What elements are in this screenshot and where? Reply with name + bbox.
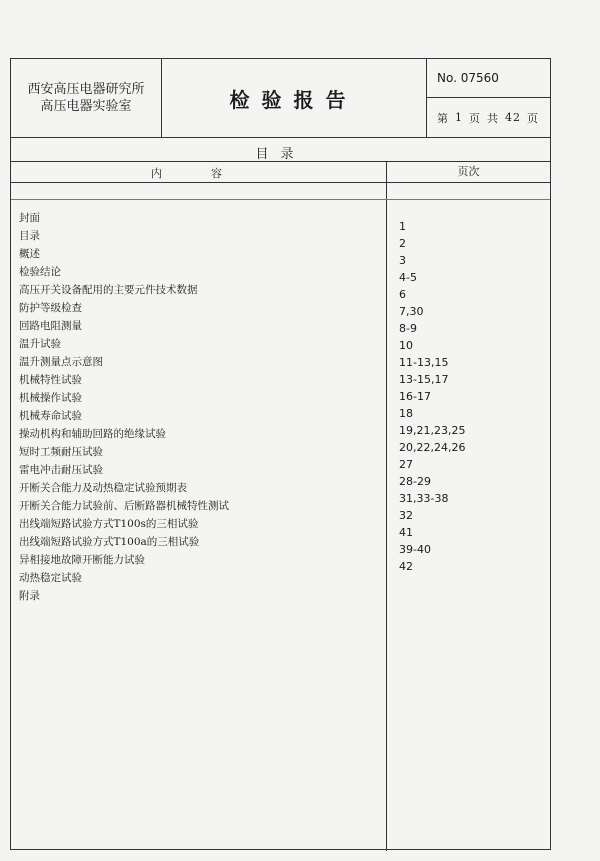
toc-pages: 6 [399, 288, 406, 301]
toc-item: 温升试验 [19, 338, 61, 350]
toc-pages: 7,30 [399, 305, 424, 318]
organization-block [11, 59, 162, 137]
toc-row [11, 587, 550, 605]
toc-item: 温升测量点示意图 [19, 356, 103, 368]
toc-pages: 19,21,23,25 [399, 424, 466, 437]
toc-item: 异相接地故障开断能力试验 [19, 554, 145, 566]
toc-row [11, 543, 550, 569]
toc-pages: 42 [399, 560, 413, 573]
page-total: 42 [505, 111, 521, 124]
toc-row [11, 425, 550, 443]
toc-pages: 16-17 [399, 390, 431, 403]
toc-item: 短时工频耐压试验 [19, 446, 103, 458]
page-label-mid: 页 [469, 111, 481, 125]
toc-item: 开断关合能力及动热稳定试验预期表 [19, 482, 187, 494]
toc-row [11, 299, 550, 317]
toc-item: 机械寿命试验 [19, 410, 82, 422]
toc-title: 目录 [255, 147, 306, 162]
toc-row [11, 227, 550, 250]
row-divider [11, 199, 550, 200]
toc-pages: 20,22,24,26 [399, 441, 466, 454]
toc-item: 操动机构和辅助回路的绝缘试验 [19, 428, 166, 440]
toc-item: 雷电冲击耐压试验 [19, 464, 103, 476]
org-name: 西安高压电器研究所 [27, 82, 145, 97]
toc-row [11, 281, 550, 299]
toc-item: 机械操作试验 [19, 392, 82, 404]
page-label-post: 页 [527, 111, 539, 125]
toc-item: 封面 [19, 212, 40, 224]
toc-row [11, 335, 550, 353]
toc-item: 附录 [19, 590, 40, 602]
toc-row [11, 458, 550, 479]
report-meta [427, 59, 550, 137]
toc-pages: 18 [399, 407, 413, 420]
toc-item: 出线端短路试验方式T100s的三相试验 [19, 518, 199, 530]
toc-item: 高压开关设备配用的主要元件技术数据 [19, 284, 198, 296]
toc-row [11, 209, 550, 233]
toc-row [11, 263, 550, 284]
toc-pages: 8-9 [399, 322, 417, 335]
toc-item: 概述 [19, 248, 40, 260]
page-indicator [427, 98, 550, 137]
toc-row [11, 407, 550, 425]
report-number: No. 07560 [427, 59, 550, 98]
toc-row [11, 389, 550, 407]
toc-row [11, 245, 550, 267]
report-title: 检验报告 [161, 59, 427, 137]
toc-pages: 31,33-38 [399, 492, 449, 505]
toc-pages: 10 [399, 339, 413, 352]
toc-pages: 1 [399, 220, 406, 233]
report-frame [10, 58, 551, 850]
toc-row [11, 317, 550, 335]
toc-pages: 11-13,15 [399, 356, 449, 369]
toc-item: 防护等级检查 [19, 302, 82, 314]
toc-pages: 28-29 [399, 475, 431, 488]
toc-row [11, 353, 550, 371]
toc-pages: 27 [399, 458, 413, 471]
report-header [11, 59, 550, 138]
page-label-pre: 第 [437, 111, 449, 125]
toc-pages: 2 [399, 237, 406, 250]
toc-pages: 39-40 [399, 543, 431, 556]
toc-item: 目录 [19, 230, 40, 242]
page-current: 1 [455, 111, 463, 124]
toc-row [11, 443, 550, 461]
toc-row [11, 509, 550, 533]
toc-item: 回路电阻测量 [19, 320, 82, 332]
content-column-header [11, 162, 387, 182]
toc-row [11, 371, 550, 389]
toc-item: 机械特性试验 [19, 374, 82, 386]
pages-column-header: 页次 [457, 165, 480, 178]
toc-pages: 32 [399, 509, 413, 522]
toc-row [11, 492, 550, 515]
toc-pages: 41 [399, 526, 413, 539]
toc-row [11, 475, 550, 497]
toc-row [11, 526, 550, 551]
lab-name: 高压电器实验室 [40, 99, 132, 114]
toc-item: 开断关合能力试验前、后断路器机械特性测试 [19, 500, 229, 512]
toc-item: 出线端短路试验方式T100a的三相试验 [19, 536, 200, 548]
content-header-char1: 内 [151, 167, 164, 180]
toc-item: 动热稳定试验 [19, 572, 82, 584]
toc-column-header [11, 161, 550, 183]
toc-pages: 4-5 [399, 271, 417, 284]
toc-pages: 3 [399, 254, 406, 267]
page-label-total-pre: 共 [487, 111, 499, 125]
toc-item: 检验结论 [19, 266, 61, 278]
content-header-char2: 容 [211, 167, 224, 180]
toc-pages: 13-15,17 [399, 373, 449, 386]
